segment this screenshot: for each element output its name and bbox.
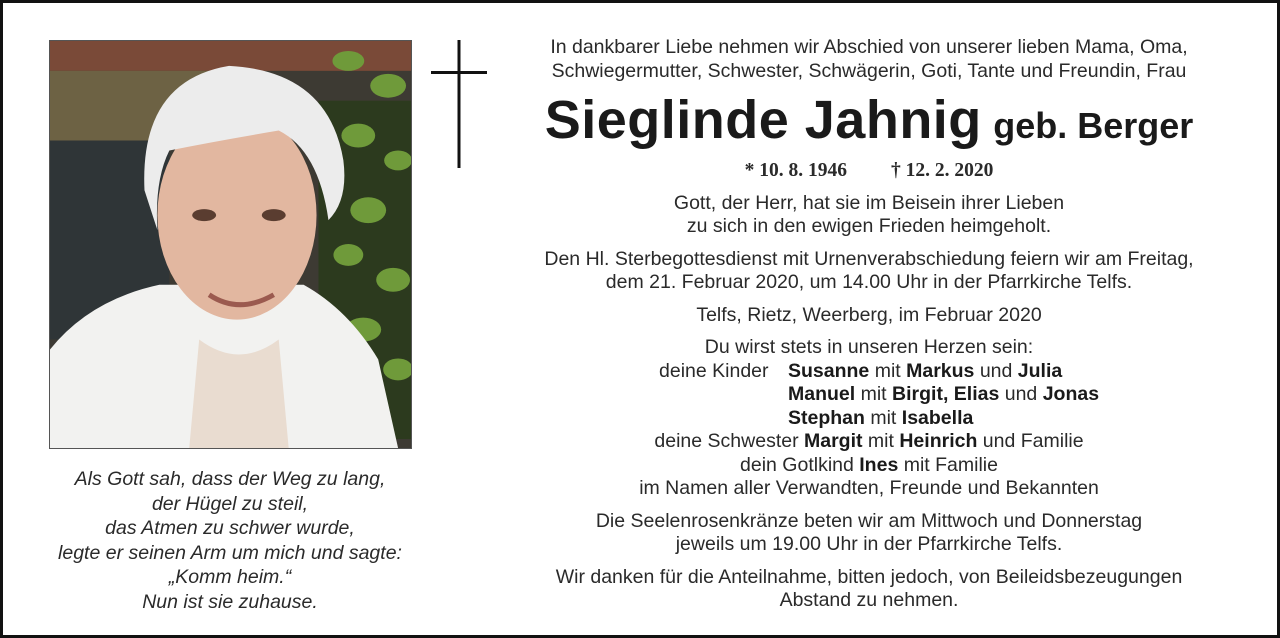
portrait-photo [49,40,412,449]
poem-line-2: der Hügel zu steil, [151,492,309,515]
sister-partner-name: Heinrich [899,430,978,452]
thanks-line-2: Abstand zu nehmen. [779,589,959,611]
deceased-name: Sieglinde Jahnig [544,90,982,150]
godchild-name: Ines [859,453,899,476]
sister-name: Margit [804,430,863,452]
children-row-3: Stephan mit Isabella [788,406,974,429]
poem-line-1: Als Gott sah, dass der Weg zu lang, [74,468,386,490]
service-line-1: Den Hl. Sterbegottesdienst mit Urnenverabschiedung feiern wir am Freitag, [544,247,1194,270]
sister-line: deine Schwester Margit mit Heinrich und Familie [654,430,1084,452]
child-name: Stephan [788,406,865,429]
grandchild-names: Jonas [1042,383,1100,405]
death-date: † 12. 2. 2020 [891,160,994,181]
children-row-1: deine Kinder Susanne mit Markus und Julia [659,359,1063,382]
partner-name: Markus [906,359,975,382]
partner-name: Birgit, Elias [892,383,1000,405]
service-line-2: dem 21. Februar 2020, um 14.00 Uhr in der Pfarrkirche Telfs. [605,271,1133,293]
intro-line-1: In dankbarer Liebe nehmen wir Abschied von unserer lieben Mama, Oma, [550,36,1188,58]
passing-line-1: Gott, der Herr, hat sie im Beisein ihrer Lieben [673,191,1065,214]
children-prefix: deine Kinder [659,359,769,382]
godchild-line: dein Gotlkind Ines mit Familie [740,453,998,476]
grandchild-names: Julia [1017,359,1063,382]
child-name: Susanne [788,359,870,382]
birth-date: * 10. 8. 1946 [744,160,847,181]
rosary-line-2: jeweils um 19.00 Uhr in der Pfarrkirche Telfs. [675,533,1063,555]
thanks-line-1: Wir danken für die Anteilnahme, bitten jedoch, von Beileidsbezeugungen [555,565,1183,588]
notice-text [493,36,1245,613]
mourners-intro: Du wirst stets in unseren Herzen sein: [704,336,1034,358]
deceased-name-line [493,89,1245,163]
poem [23,467,437,614]
birth-name: geb. Berger [993,105,1194,146]
child-name: Manuel [788,383,856,405]
poem-line-4: legte er seinen Arm um mich und sagte: [58,541,402,564]
children-row-2: Manuel mit Birgit, Elias und Jonas [788,383,1100,405]
poem-line-6: Nun ist sie zuhause. [142,590,318,613]
others-line: im Namen aller Verwandten, Freunde und Bekannten [639,477,1099,499]
poem-line-5: „Komm heim.“ [168,566,292,588]
passing-line-2: zu sich in den ewigen Frieden heimgeholt. [686,215,1052,237]
partner-name: Isabella [901,406,974,429]
rosary-line-1: Die Seelenrosenkränze beten wir am Mittwoch und Donnerstag [595,509,1143,532]
intro-line-2: Schwiegermutter, Schwester, Schwägerin, Goti, Tante und Freundin, Frau [551,59,1187,82]
cross-icon [431,40,487,168]
place-date: Telfs, Rietz, Weerberg, im Februar 2020 [696,303,1042,326]
poem-line-3: das Atmen zu schwer wurde, [105,517,355,539]
